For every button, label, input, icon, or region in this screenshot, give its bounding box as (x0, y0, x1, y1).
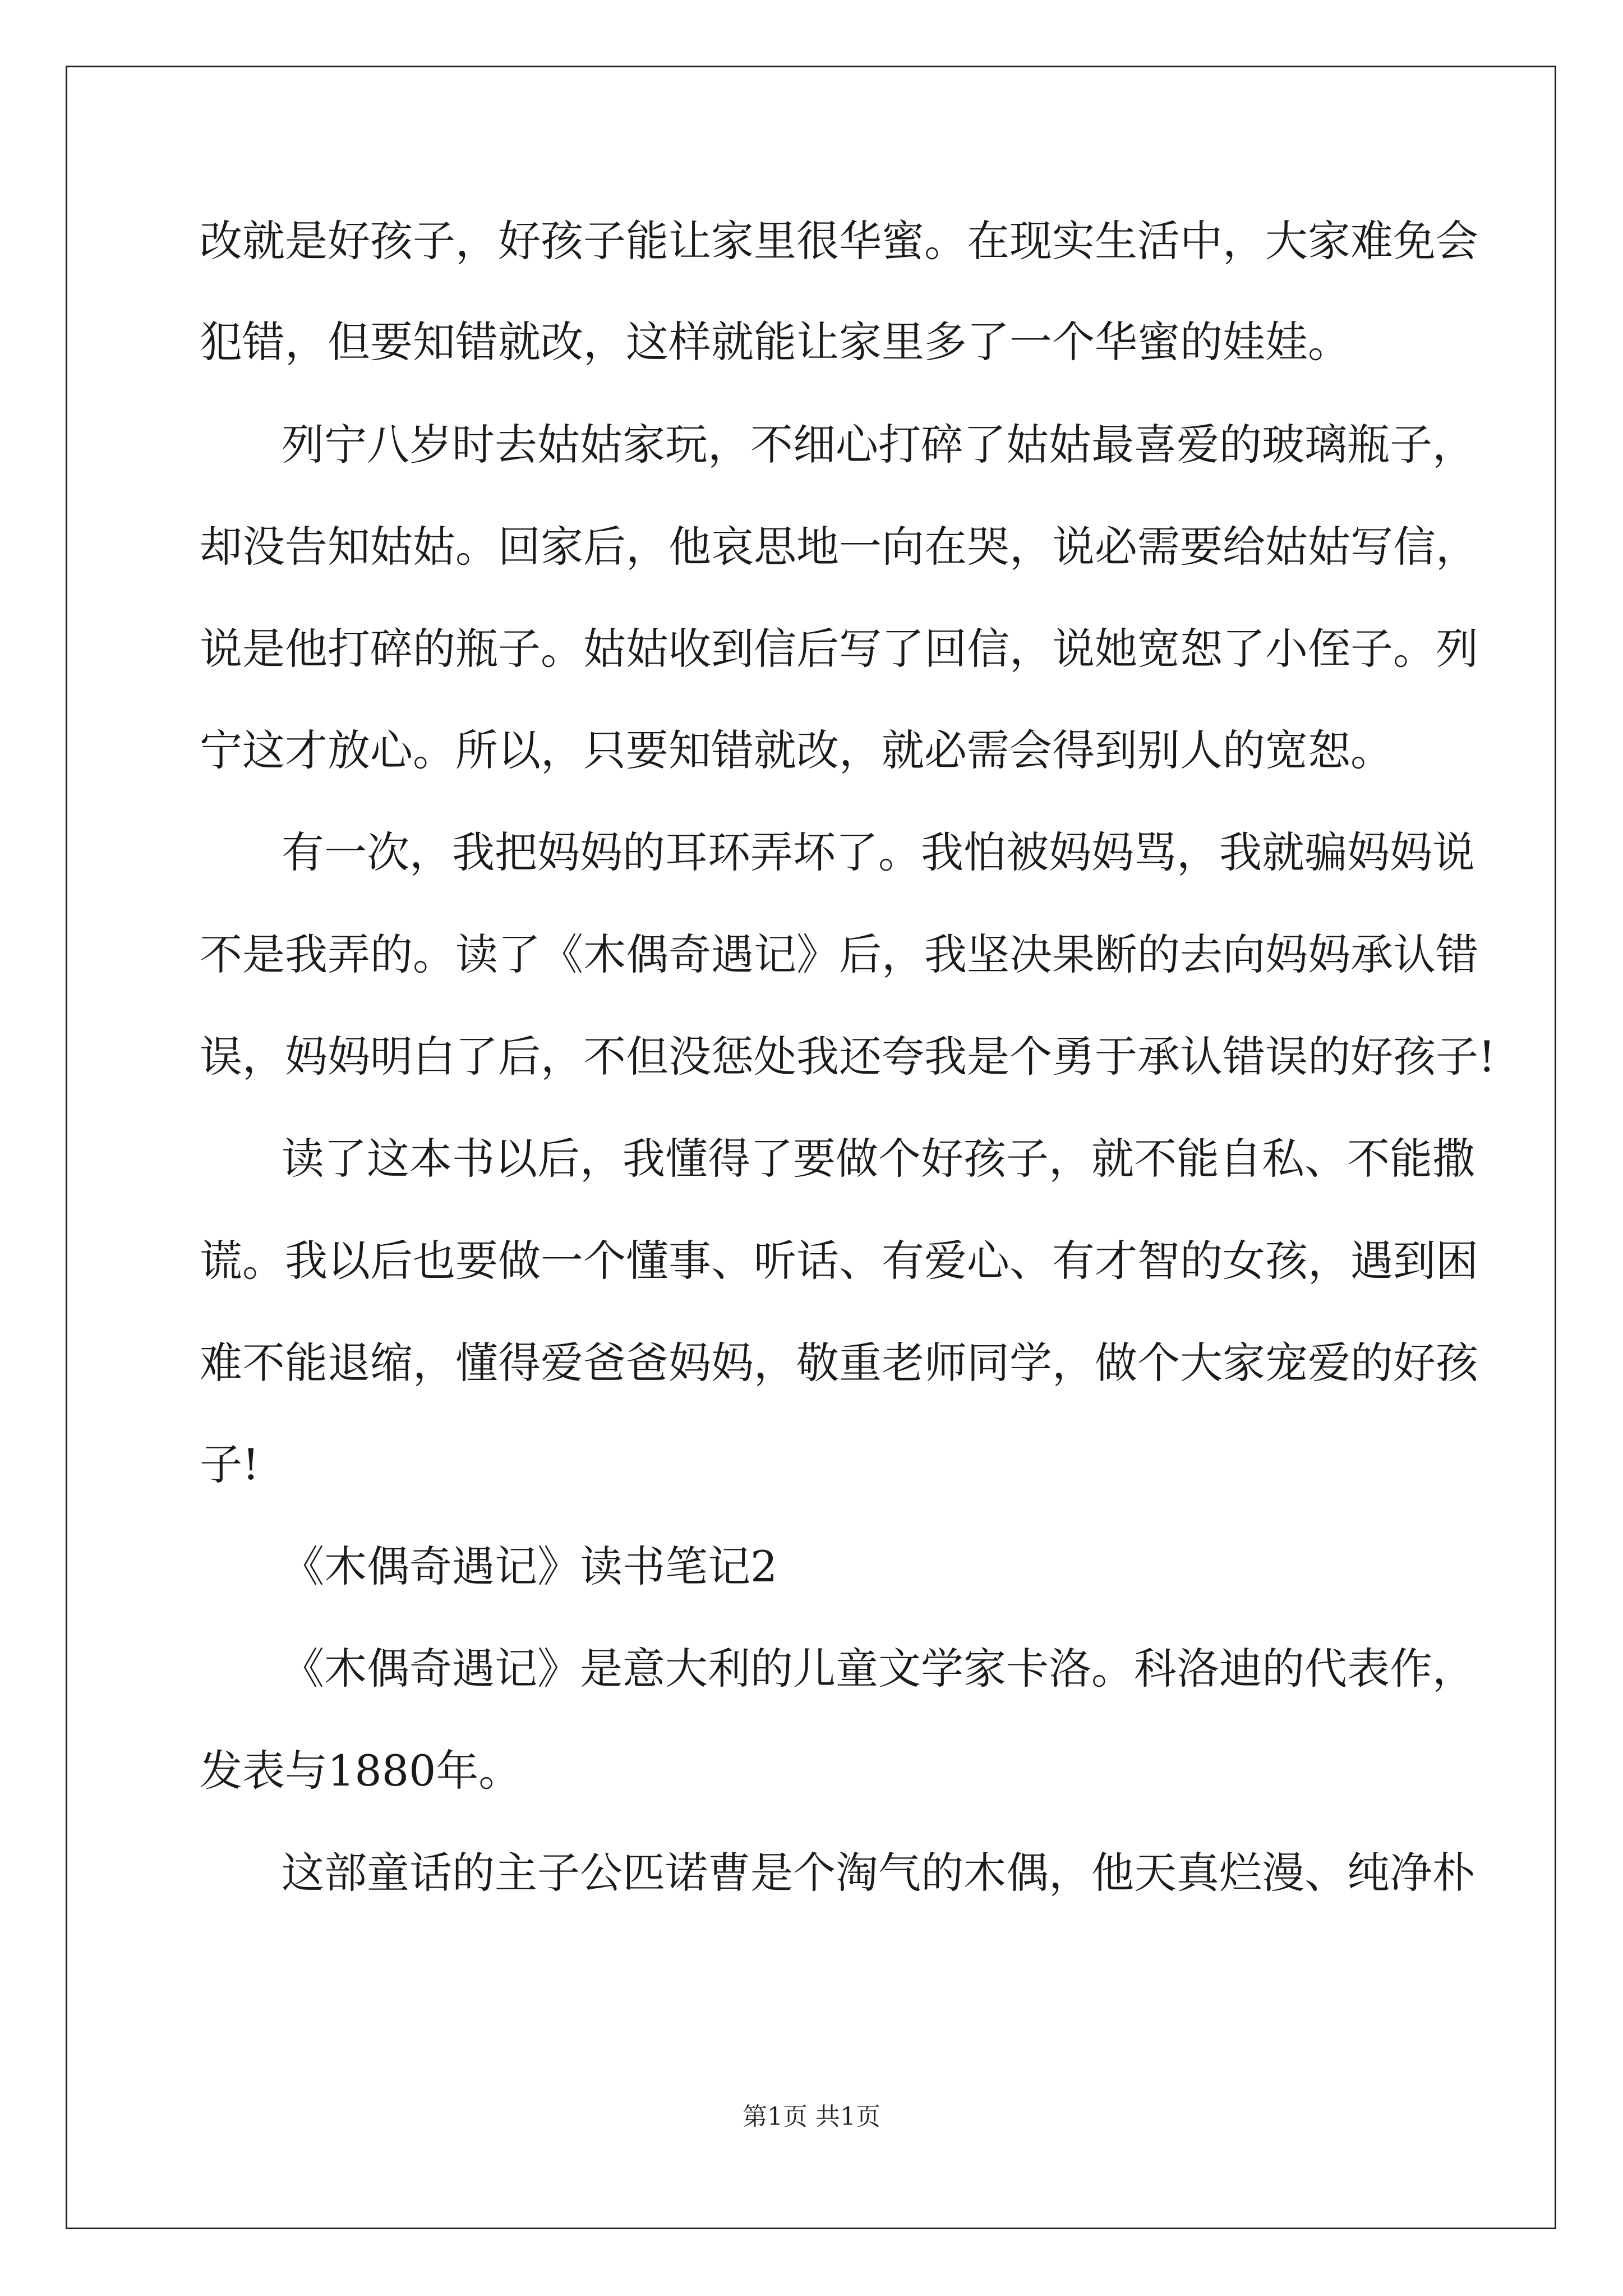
section-heading: 《木偶奇遇记》读书笔记2 (282, 1542, 778, 1591)
text-line-8: 不是我弄的。读了《木偶奇遇记》后，我坚决果断的去向妈妈承认错 (200, 930, 1478, 979)
text-line-7: 有一次，我把妈妈的耳环弄坏了。我怕被妈妈骂，我就骗妈妈说 (282, 827, 1475, 877)
text-line-1: 改就是好孩子，好孩子能让家里很华蜜。在现实生活中，大家难免会 (200, 216, 1478, 266)
text-line-10: 读了这本书以后，我懂得了要做个好孩子，就不能自私、不能撒 (282, 1134, 1475, 1184)
text-line-5: 说是他打碎的瓶子。姑姑收到信后写了回信，说她宽恕了小侄子。列 (200, 624, 1478, 674)
text-line-12: 难不能退缩，懂得爱爸爸妈妈，敬重老师同学，做个大家宠爱的好孩 (200, 1338, 1478, 1388)
text-line-6: 宁这才放心。所以，只要知错就改，就必需会得到别人的宽恕。 (200, 725, 1393, 775)
text-line-13: 子! (200, 1439, 260, 1489)
text-line-3: 列宁八岁时去姑姑家玩，不细心打碎了姑姑最喜爱的玻璃瓶子， (282, 420, 1475, 470)
text-line-15: 《木偶奇遇记》是意大利的儿童文学家卡洛。科洛迪的代表作， (282, 1644, 1475, 1694)
text-line-9: 误，妈妈明白了后，不但没惩处我还夸我是个勇于承认错误的好孩子! (200, 1032, 1496, 1082)
text-line-16: 发表与1880年。 (200, 1746, 522, 1796)
page-footer: 第1页 共1页 (743, 2102, 880, 2131)
text-line-17: 这部童话的主子公匹诺曹是个淘气的木偶，他天真烂漫、纯净朴 (282, 1848, 1475, 1898)
text-line-2: 犯错，但要知错就改，这样就能让家里多了一个华蜜的娃娃。 (200, 317, 1350, 367)
text-line-11: 谎。我以后也要做一个懂事、听话、有爱心、有才智的女孩，遇到困 (200, 1236, 1478, 1286)
text-line-4: 却没告知姑姑。回家后，他哀思地一向在哭，说必需要给姑姑写信， (200, 522, 1478, 572)
